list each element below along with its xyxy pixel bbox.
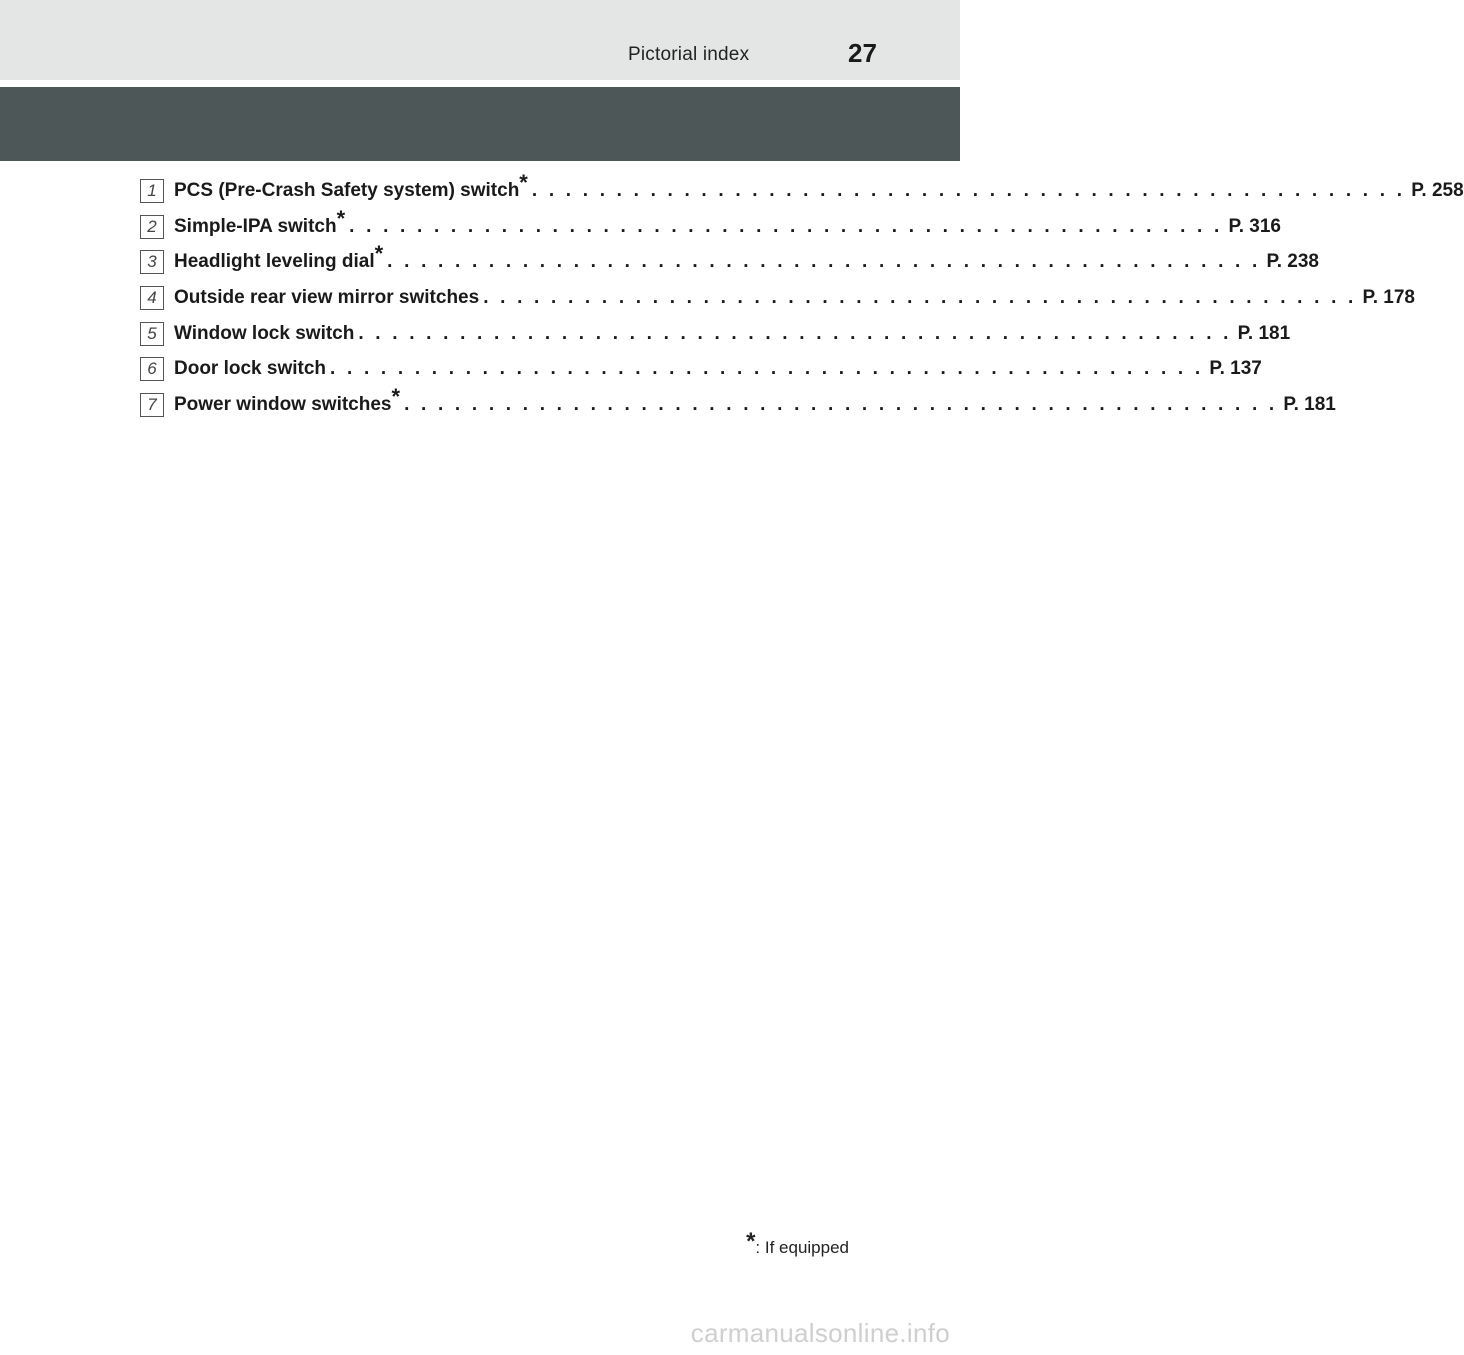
dot-leader: . . . . . . . . . . . . . . . . . . . . . . . . . . . . . . . . . . . . . . . . . . . . . . . . . . . . [387, 251, 1261, 273]
page-reference[interactable]: P. 181 [1237, 322, 1291, 344]
list-item[interactable] [140, 169, 1464, 209]
dot-leader: . . . . . . . . . . . . . . . . . . . . . . . . . . . . . . . . . . . . . . . . . . . . . . . . . . . . [358, 322, 1232, 344]
item-number: 4 [140, 286, 164, 310]
item-label: Outside rear view mirror switches [174, 286, 480, 308]
footnote [746, 1228, 849, 1258]
item-label: Door lock switch [174, 358, 327, 380]
item-label: PCS (Pre-Crash Safety system) switch* [174, 169, 528, 201]
equipped-asterisk: * [519, 169, 528, 195]
page-reference[interactable]: P. 316 [1228, 215, 1281, 237]
header-band [0, 0, 960, 80]
dot-leader: . . . . . . . . . . . . . . . . . . . . . . . . . . . . . . . . . . . . . . . . . . . . . . . . . . . . [531, 179, 1406, 201]
item-label: Window lock switch [174, 322, 355, 344]
item-number: 2 [140, 215, 164, 239]
dot-leader: . . . . . . . . . . . . . . . . . . . . . . . . . . . . . . . . . . . . . . . . . . . . . . . . . . . . [330, 358, 1204, 380]
list-item[interactable] [140, 351, 1262, 387]
equipped-asterisk: * [336, 205, 346, 231]
list-item[interactable] [140, 316, 1291, 352]
item-number: 1 [140, 179, 164, 203]
page-number: 27 [848, 38, 877, 68]
dot-leader: . . . . . . . . . . . . . . . . . . . . . . . . . . . . . . . . . . . . . . . . . . . . . . . . . . . . [349, 215, 1223, 237]
list-item[interactable] [140, 383, 1336, 423]
item-label: Headlight leveling dial* [174, 241, 384, 273]
list-item[interactable] [140, 205, 1281, 245]
dot-leader: . . . . . . . . . . . . . . . . . . . . . . . . . . . . . . . . . . . . . . . . . . . . . . . . . . . . [483, 286, 1357, 308]
watermark: carmanualsonline.info [690, 1318, 950, 1348]
dot-leader: . . . . . . . . . . . . . . . . . . . . . . . . . . . . . . . . . . . . . . . . . . . . . . . . . . . . [404, 393, 1278, 415]
item-number: 3 [140, 250, 164, 274]
chapter-banner [0, 87, 960, 161]
item-label: Simple-IPA switch* [174, 205, 346, 237]
index-list [140, 169, 1464, 423]
page-reference[interactable]: P. 238 [1266, 251, 1319, 273]
equipped-asterisk: * [374, 241, 384, 267]
item-label: Power window switches* [174, 383, 401, 415]
page-reference[interactable]: P. 178 [1362, 286, 1415, 308]
footnote-asterisk: * [746, 1228, 756, 1255]
section-title: Pictorial index [628, 44, 750, 65]
page-reference[interactable]: P. 181 [1283, 393, 1336, 415]
footnote-text: : If equipped [755, 1238, 849, 1257]
page-reference[interactable]: P. 137 [1209, 358, 1262, 380]
item-number: 5 [140, 322, 164, 346]
list-item[interactable] [140, 241, 1319, 280]
item-number: 6 [140, 357, 164, 381]
item-number: 7 [140, 393, 164, 417]
list-item[interactable] [140, 280, 1415, 316]
page-reference[interactable]: P. 258 [1411, 179, 1464, 201]
equipped-asterisk: * [391, 383, 401, 409]
